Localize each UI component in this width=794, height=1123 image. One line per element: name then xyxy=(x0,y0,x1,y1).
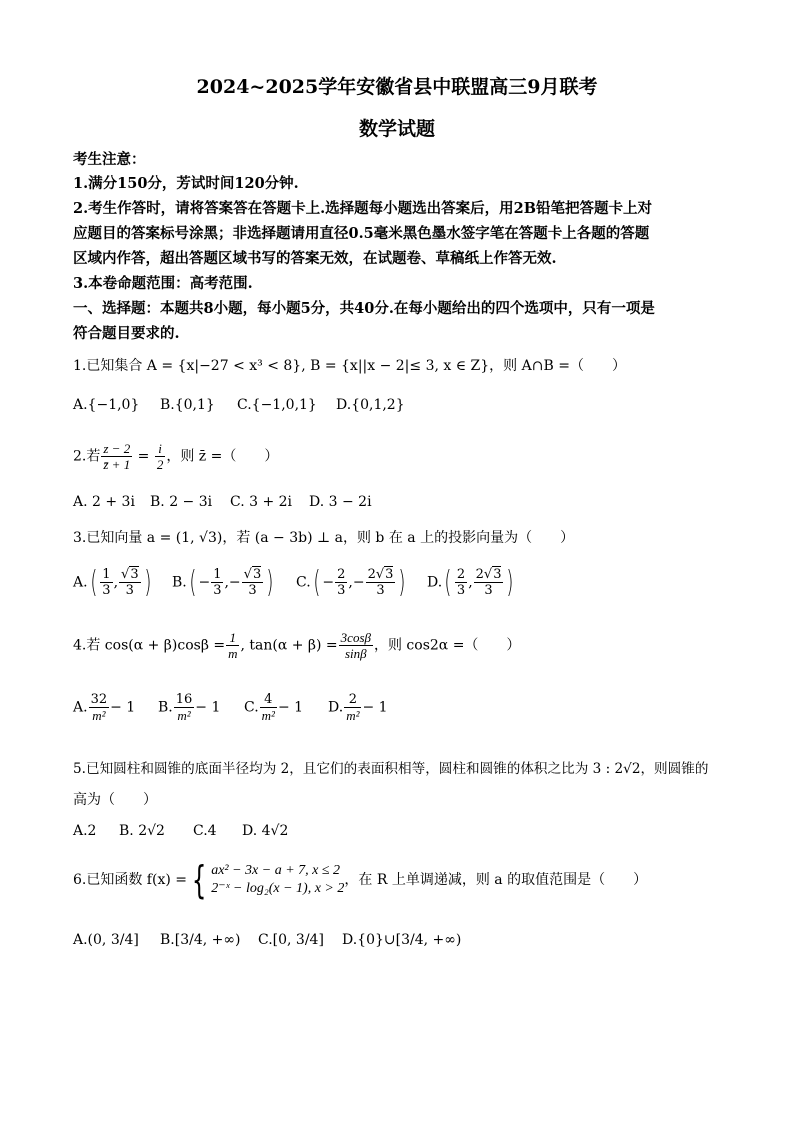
question-2-prefix: 2.若 xyxy=(73,448,101,465)
question-1-option-b: B.{0,1} xyxy=(160,397,215,413)
question-5-option-a: A.2 xyxy=(73,823,97,839)
question-6-option-c: C.[0, 3/4] xyxy=(258,932,324,948)
question-6-case-2: 2⁻ˣ − log₂(x − 1), x > 2 xyxy=(211,881,345,896)
question-2-denominator-1: z̄ + 1 xyxy=(103,457,131,472)
exam-subtitle: 数学试题 xyxy=(358,118,435,140)
question-2-option-b: B. 2 − 3i xyxy=(150,494,213,510)
question-4-option-c: C. $\frac{4}{\text{m²}}$ − 1 xyxy=(244,692,304,723)
notice-line-2b: 应题目的答案标号涂黑；非选择题请用直径0.5毫米黑色墨水签字笔在答题卡上各题的答题 xyxy=(73,225,650,242)
notice-line-2a: 2.考生作答时，请将答案答在答题卡上.选择题每小题选出答案后，用2B铅笔把答题卡上对 xyxy=(73,200,653,217)
question-5-option-b: B. 2√2 xyxy=(119,823,165,839)
question-6-option-d: D.{0}∪[3/4, +∞) xyxy=(342,932,462,948)
notice-line-3: 3.本卷命题范围：高考范围. xyxy=(73,275,253,292)
question-5-option-c: C.4 xyxy=(193,823,217,839)
question-2-option-a: A. 2 + 3i xyxy=(73,494,135,510)
question-2-numerator-2: i xyxy=(155,441,166,457)
question-4-option-d: D. $\frac{2}{\text{m²}}$ − 1 xyxy=(328,692,388,723)
question-2-denominator-2: 2 xyxy=(156,457,164,472)
question-2-stem: 2.若 $\frac{z - 2}{z̄ + 1}$ = $\frac{i}{2}$ ，则 z̄ =（ ） xyxy=(73,441,279,472)
question-2-option-c: C. 3 + 2i xyxy=(230,494,293,510)
question-3-stem: 3.已知向量 a = (1, √3)，若 (a − 3b) ⊥ a，则 b 在 a 上的投影向量为（ ） xyxy=(73,530,575,546)
question-6-case-1: ax² − 3x − a + 7, x ≤ 2 xyxy=(211,863,341,878)
question-2-option-d: D. 3 − 2i xyxy=(309,494,372,510)
question-2-numerator-1: z − 2 xyxy=(103,441,131,456)
question-4-option-b: B. $\frac{16}{\text{m²}}$ − 1 xyxy=(158,692,221,723)
question-2-suffix: ，则 z̄ =（ ） xyxy=(166,448,279,465)
section-heading-line-2: 符合题目要求的. xyxy=(73,325,180,342)
question-1-option-a: A.{−1,0} xyxy=(73,397,140,413)
section-heading-line-1: 一、选择题：本题共8小题，每小题5分，共40分.在每小题给出的四个选项中，只有一项是 xyxy=(73,300,655,317)
question-1-option-d: D.{0,1,2} xyxy=(336,397,405,413)
question-3-option-b: B.( − $\frac{1}{3}$ ,− $\frac{√3}{3}$ ) xyxy=(172,565,274,600)
notice-line-1: 1.满分150分，芳试时间120分钟. xyxy=(73,175,299,192)
question-5-line-2: 高为（ ） xyxy=(73,792,157,808)
exam-title: 2024~2025学年安徽省县中联盟高三9月联考 xyxy=(196,76,598,98)
question-6-stem: 6.已知函数 f(x) = { ax² − 3x − a + 7, x ≤ 2 2⁻ˣ − log₂(x − 1), x > 2 ，在 R 上单调递减，则 a 的取值范围是（ ） xyxy=(73,858,648,902)
question-4-option-a: A. $\frac{32}{\text{m²}}$ − 1 xyxy=(73,692,136,723)
question-3-option-a: A.( $\frac{1}{3}$ , $\frac{√3}{3}$ ) xyxy=(73,565,151,600)
question-5-option-d: D. 4√2 xyxy=(242,823,289,839)
question-4-stem: 4.若 cos(α + β)cosβ = $\frac{1}{m}$ , tan(α + β) = $\frac{3\cos\beta}{\sin\beta}$ ，则 cos2α =（ ） xyxy=(73,630,521,661)
notice-heading: 考生注意： xyxy=(73,151,146,168)
notice-line-2c: 区域内作答，超出答题区域书写的答案无效，在试题卷、草稿纸上作答无效. xyxy=(73,250,557,267)
question-6-option-b: B.[3/4, +∞) xyxy=(160,932,241,948)
question-3-option-c: C.( − $\frac{2}{3}$ ,− $\frac{2√3}{3}$ ) xyxy=(296,565,406,600)
question-1-option-c: C.{−1,0,1} xyxy=(237,397,317,413)
question-6-option-a: A.(0, 3/4] xyxy=(73,932,139,948)
question-1-stem: 1.已知集合 A = {x|−27 < x³ < 8}, B = {x||x − 2|≤ 3, x ∈ Z}，则 A∩B =（ ） xyxy=(73,358,626,374)
question-3-option-d: D.( $\frac{2}{3}$ , $\frac{2√3}{3}$ ) xyxy=(427,565,514,600)
question-5-line-1: 5.已知圆柱和圆锥的底面半径均为 2，且它们的表面积相等，圆柱和圆锥的体积之比为 3 : 2√2，则圆锥的 xyxy=(73,761,709,777)
